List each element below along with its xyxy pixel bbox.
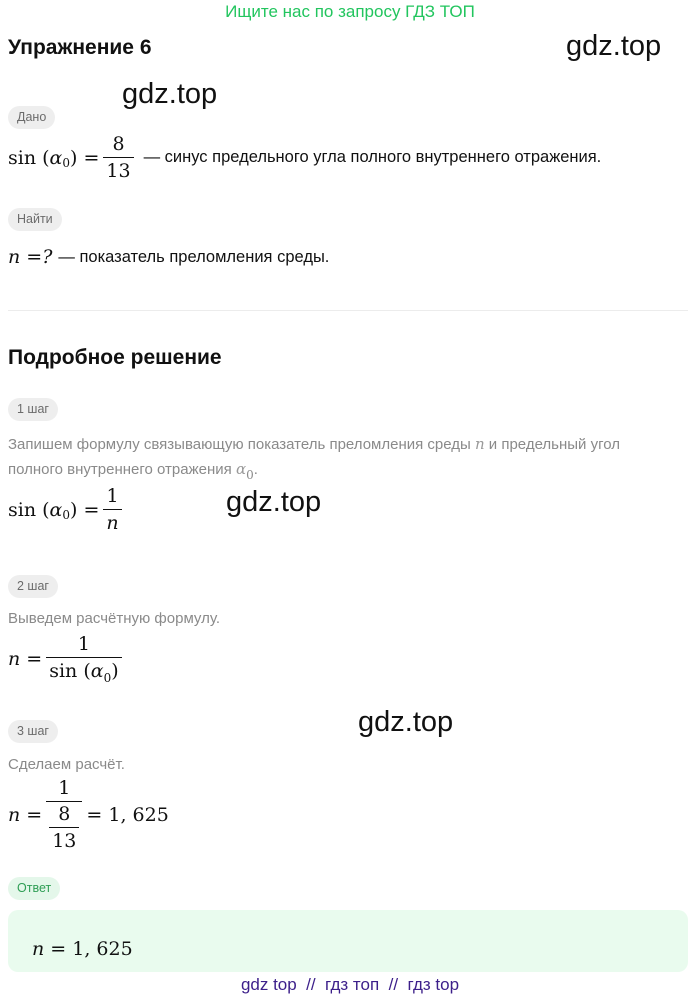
watermark: gdz.top	[122, 78, 218, 110]
step-pill: 3 шаг	[8, 720, 58, 743]
find-text: — показатель преломления среды.	[58, 247, 330, 266]
step-formula: sin ( α 0 ) = $\frac{1}{n}$	[8, 486, 126, 533]
step-description: Сделаем расчёт.	[8, 756, 125, 773]
watermark: gdz.top	[226, 486, 322, 518]
step-description: Выведем расчётную формулу.	[8, 610, 221, 627]
find-formula: n =? — показатель преломления среды.	[8, 246, 330, 268]
watermark: gdz.top	[358, 706, 454, 738]
step-formula: n = $\frac{1}{\frac{8}{13}}$ = 1, 625	[8, 777, 169, 852]
search-banner: Ищите нас по запросу ГДЗ ТОП	[225, 2, 475, 21]
footer-watermark: gdz top // гдз топ // гдз top	[240, 975, 460, 994]
solution-title: Подробное решение	[8, 346, 222, 369]
exercise-title: Упражнение 6	[8, 36, 152, 59]
watermark: gdz.top	[566, 30, 662, 62]
given-text: — синус предельного угла полного внутреннего отражения.	[143, 148, 602, 166]
answer-formula: n = 1, 625	[32, 938, 133, 960]
answer-pill: Ответ	[8, 877, 60, 900]
answer-box	[8, 910, 688, 972]
find-pill: Найти	[8, 208, 62, 231]
step-pill: 1 шаг	[8, 398, 58, 421]
step-pill: 2 шаг	[8, 575, 58, 598]
divider	[8, 310, 688, 311]
given-pill: Дано	[8, 106, 55, 129]
step-description: Запишем формулу связывающую показатель преломления среды n и предельный угол полного внутреннего отражения $\alpha_0$.	[8, 435, 621, 482]
given-formula: sin ( α 0 ) = $\frac{8}{13}$ — синус предельного угла полного внутреннего отражения.	[8, 133, 602, 182]
step-formula: n = $\frac{1}{\sin (\alpha_0)}$	[8, 634, 126, 683]
